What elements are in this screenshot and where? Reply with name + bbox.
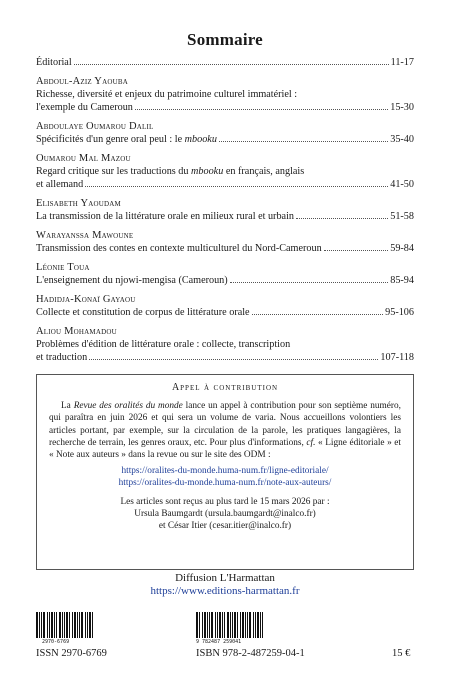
barcode-bar: [204, 612, 206, 638]
toc-entry: [36, 197, 414, 223]
barcode-bar: [199, 612, 200, 638]
barcode-bar: [215, 612, 216, 638]
isbn-barcode-digits: 9 782487 259041: [196, 639, 242, 645]
toc-entry-title: et allemand: [36, 179, 84, 190]
toc-author: Hadidja-Konaï Gayaou: [36, 294, 136, 305]
leader-dots: [324, 250, 389, 251]
toc-title-italic: mbooku: [184, 134, 217, 145]
toc-page-range: 15-30: [390, 102, 414, 113]
toc-page-range: 95-106: [385, 307, 414, 318]
toc-entry-title: La transmission de la littérature orale en milieux rural et urbain: [36, 211, 294, 222]
barcode-bar: [56, 612, 57, 638]
toc-author: Abdoulaye Oumarou Dalil: [36, 121, 154, 132]
toc-author: Warayanssa Mawoune: [36, 230, 134, 241]
toc-entry: [36, 229, 414, 255]
toc-entry: [36, 325, 414, 364]
leader-dots: [219, 141, 388, 142]
toc-entry: [36, 261, 414, 287]
barcode-bar: [242, 612, 244, 638]
barcode-bar: [85, 612, 86, 638]
toc-page-range: 85-94: [390, 275, 414, 286]
barcode-bar: [262, 612, 263, 638]
barcode-bar: [260, 612, 261, 638]
toc-title-text: Spécificités d'un genre oral peul : le: [36, 134, 185, 145]
barcode-bar: [43, 612, 45, 638]
diffusion-label: Diffusion L'Harmattan: [175, 572, 275, 584]
barcode-bar: [207, 612, 208, 638]
toc-entry-title: Collecte et constitution de corpus de littérature orale: [36, 307, 250, 318]
barcode-bar: [77, 612, 78, 638]
issn-text: ISSN 2970-6769: [36, 648, 107, 659]
toc-entry: [36, 293, 414, 319]
toc-author: Elisabeth Yaoudam: [36, 198, 121, 209]
leader-dots: [296, 218, 388, 219]
toc-entry: [36, 75, 414, 114]
contact-2: et César Itier (cesar.itier@inalco.fr): [158, 521, 292, 532]
barcode-bar: [66, 612, 68, 638]
barcode-bar: [247, 612, 248, 638]
deadline-text: Les articles sont reçus au plus tard le 15 mars 2026 par :: [120, 496, 330, 507]
toc-page-range: 41-50: [390, 179, 414, 190]
barcode-bar: [230, 612, 231, 638]
barcode-bar: [69, 612, 70, 638]
toc-entry-editorial: [36, 56, 414, 69]
toc-entry: [36, 120, 414, 146]
barcode-bar: [72, 612, 73, 638]
toc-author: Aliou Mohamadou: [36, 326, 117, 337]
toc-entry-title: L'enseignement du njowi-mengisa (Cameroun): [36, 275, 228, 286]
toc-entry-title: [36, 133, 217, 146]
barcode-bar: [87, 612, 88, 638]
toc-author: Oumarou Mal Mazou: [36, 153, 131, 164]
toc-author: Abdoul-Aziz Yaouba: [36, 76, 128, 87]
barcode-bar: [79, 612, 80, 638]
journal-name: Revue des oralités du monde: [73, 401, 183, 412]
barcode-bar: [245, 612, 246, 638]
barcode-bar: [39, 612, 40, 638]
barcode-bar: [209, 612, 210, 638]
toc-title-line: Richesse, diversité et enjeux du patrimoine culturel immatériel :: [36, 89, 298, 100]
call-for-papers-title: Appel à contribution: [171, 382, 279, 393]
barcode-bar: [237, 612, 238, 638]
barcode-bar: [54, 612, 55, 638]
barcode-bar: [41, 612, 42, 638]
price: 15 €: [392, 648, 411, 659]
issn-barcode-digits: 2970-6769: [42, 639, 70, 645]
leader-dots: [74, 64, 389, 65]
barcode-bar: [224, 612, 225, 638]
issn-barcode: [36, 612, 94, 638]
barcode-bar: [81, 612, 83, 638]
leader-dots: [135, 109, 388, 110]
links-block: [49, 465, 401, 489]
toc-page-range: 59-84: [390, 243, 414, 254]
paragraph-text: La: [61, 401, 74, 412]
table-of-contents: [36, 56, 414, 370]
barcode-bar: [232, 612, 233, 638]
barcode-bar: [51, 612, 53, 638]
toc-page-range: 11-17: [390, 57, 414, 68]
barcode-bar: [253, 612, 254, 638]
toc-title-line: Problèmes d'édition de littérature orale : collecte, transcription: [36, 339, 291, 350]
barcode-bar: [219, 612, 221, 638]
barcode-bar: [47, 612, 48, 638]
publisher-link[interactable]: https://www.editions-harmattan.fr: [150, 585, 300, 597]
leader-dots: [89, 359, 378, 360]
toc-title-text: Regard critique sur les traductions du: [36, 166, 192, 177]
barcode-bar: [211, 612, 213, 638]
barcode-bar: [62, 612, 63, 638]
barcode-bar: [89, 612, 91, 638]
toc-entry-title: Transmission des contes en contexte multiculturel du Nord-Cameroun: [36, 243, 322, 254]
barcode-bar: [49, 612, 50, 638]
barcode-bar: [59, 612, 61, 638]
isbn-text: ISBN 978-2-487259-04-1: [196, 648, 305, 659]
paragraph-text: « Ligne éditoriale » et « Note aux auteurs » dans la revue ou sur le site des ODM :: [49, 437, 401, 461]
toc-title-text: en français, anglais: [223, 166, 305, 177]
link-ligne-editoriale[interactable]: https://oralites-du-monde.huma-num.fr/ligne-editoriale/: [121, 466, 329, 477]
paragraph-text: lance un appel à contribution pour son septième numéro, qui paraîtra en juin 2026 et qui sera un volume de varia. Nous accueillons volontiers les articles portant, par exemple, sur la circulation de la parole, les pratiques langagières, la recherche de terrain, les genres oraux, etc. Pour plus d'informations,: [49, 401, 401, 448]
barcode-bar: [222, 612, 223, 638]
barcode-bar: [227, 612, 229, 638]
page-title: Sommaire: [187, 30, 263, 49]
toc-title-line: [36, 165, 414, 178]
toc-page-range: 51-58: [390, 211, 414, 222]
barcode-bar: [234, 612, 236, 638]
barcode-bar: [36, 612, 38, 638]
leader-dots: [252, 314, 384, 315]
barcode-bar: [257, 612, 259, 638]
barcode-bar: [249, 612, 251, 638]
toc-entry-title: Éditorial: [36, 57, 72, 68]
contact-1: Ursula Baumgardt (ursula.baumgardt@inalco.fr): [134, 508, 316, 519]
call-for-papers-box: [36, 374, 414, 570]
toc-entry: [36, 152, 414, 191]
isbn-barcode: [196, 612, 266, 638]
call-for-papers-text: [49, 400, 401, 461]
toc-entry-title: l'exemple du Cameroun: [36, 102, 133, 113]
toc-title-italic: mbooku: [191, 166, 224, 177]
barcode-bar: [196, 612, 198, 638]
barcode-bar: [240, 612, 241, 638]
toc-author: Léonie Toua: [36, 262, 90, 273]
toc-page-range: 35-40: [390, 134, 414, 145]
barcode-bar: [202, 612, 203, 638]
diffusion-block: [0, 572, 450, 598]
toc-entry-title: et traduction: [36, 352, 88, 363]
toc-page-range: 107-118: [380, 352, 414, 363]
paragraph-text: cf.: [306, 437, 316, 448]
barcode-bar: [92, 612, 93, 638]
barcode-bar: [64, 612, 65, 638]
link-note-aux-auteurs[interactable]: https://oralites-du-monde.huma-num.fr/note-aux-auteurs/: [118, 478, 332, 489]
barcode-bar: [255, 612, 256, 638]
barcode-bar: [74, 612, 76, 638]
leader-dots: [85, 186, 388, 187]
barcode-bar: [217, 612, 218, 638]
leader-dots: [230, 282, 389, 283]
